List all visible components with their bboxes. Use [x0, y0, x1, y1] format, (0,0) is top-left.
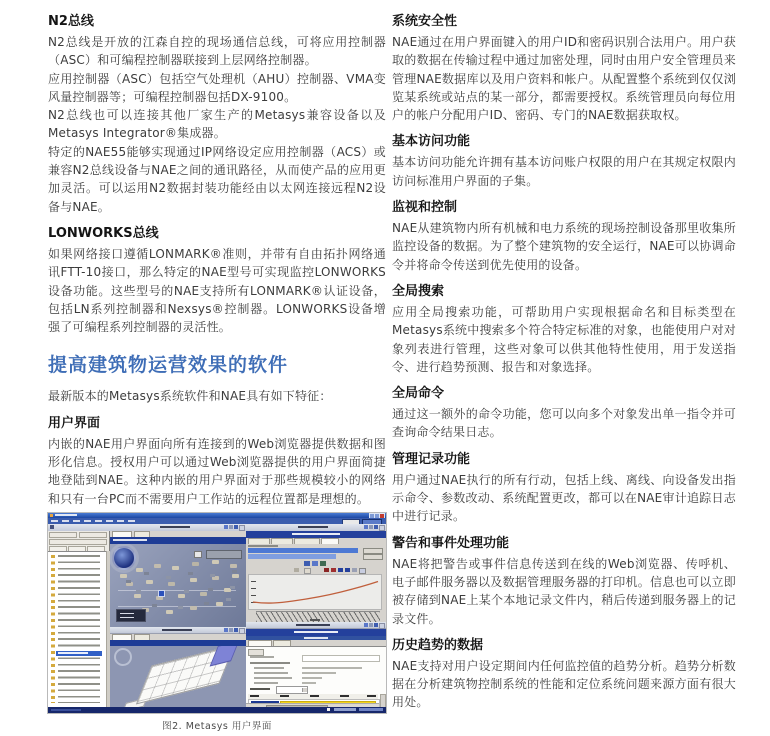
detail-value — [302, 682, 316, 684]
schedule-panel-header — [246, 622, 386, 629]
detail-label — [250, 656, 274, 658]
schedule-title-text — [294, 631, 338, 633]
section-title-alarm-event: 警告和事件处理功能 — [392, 535, 510, 551]
deck-icon — [50, 525, 54, 529]
status-bar — [48, 707, 386, 713]
graphic-header-text — [113, 539, 147, 541]
schedule-panel-title — [296, 624, 330, 626]
trend-selected-row — [248, 548, 358, 553]
chart-toolbar-icon — [352, 568, 357, 572]
paragraph: 应用全局搜索功能，可帮助用户实现根据命名和目标类型在Metasys系统中搜索多个符合特定标准的对象，也能使用户对对象列表进行管理，这些对象可以供其他特性使用，用于发送指令、进行趋势预测、报告和对象选择。 — [392, 304, 736, 374]
export-icon — [312, 561, 318, 566]
section-title-audit-log: 管理记录功能 — [392, 451, 471, 467]
deck-window-icon — [364, 525, 368, 529]
section-title-lonworks-bus: LONWORKS总线 — [48, 225, 159, 241]
middle-panels — [110, 531, 246, 707]
schedule-subtitle-text — [304, 637, 328, 639]
chart-toolbar-icon — [324, 568, 329, 572]
status-chip — [359, 708, 383, 711]
refresh-icon — [320, 561, 326, 566]
status-left-text — [51, 709, 81, 711]
tree-header-button — [79, 532, 107, 538]
panel-window-icon — [374, 623, 378, 627]
equipment-icons-dark — [126, 580, 131, 583]
deck-window-icon — [374, 525, 378, 529]
schedule-panel — [246, 629, 386, 707]
app-icon — [50, 514, 53, 517]
floorplan-panel-title — [162, 629, 192, 631]
detail-label — [254, 677, 292, 679]
deck-window-icon — [369, 525, 373, 529]
detail-value — [302, 667, 362, 669]
time-tick — [340, 695, 349, 697]
detail-label — [254, 667, 284, 669]
equipment-icons — [120, 574, 127, 578]
figure-caption: 图2. Metasys 用户界面 — [162, 720, 272, 732]
chevron-down-icon — [302, 688, 307, 692]
selected-node — [158, 590, 165, 597]
schedule-detail-view — [246, 646, 386, 707]
status-chip — [334, 708, 356, 711]
paragraph: N2总线也可以连接其他厂家生产的Metasys兼容设备以及Metasys Integrator®集成器。 — [48, 108, 386, 141]
floor-plan — [123, 646, 244, 707]
right-column — [392, 8, 736, 712]
section-title-n2-bus: N2总线 — [48, 14, 94, 29]
trend-title-bar — [246, 531, 386, 538]
schedule-title-bar — [246, 629, 386, 636]
compass-icon — [112, 546, 136, 570]
software-intro: 最新版本的Metasys系统软件和NAE具有如下特征： — [48, 389, 332, 404]
paragraph: 应用控制器（ASC）包括空气处理机（AHU）控制器、VMA变风量控制器等；可编程控制器包括DX-9100。 — [48, 71, 386, 104]
paragraph: 内嵌的NAE用户界面向所有连接到的Web浏览器提供数据和图形化信息。授权用户可以通过Web浏览器提供的用户界面简捷地登陆到NAE。这种内嵌的用户界面对于那些规模较小的网络和只有一台PC而不需要用户工作站的远程位置都是理想的。 — [48, 436, 386, 506]
tree-selected-item — [56, 651, 102, 656]
trend-tab — [271, 538, 293, 544]
floorplan-viewer — [110, 646, 246, 707]
right-deck-title — [298, 526, 328, 528]
trend-chart — [248, 574, 382, 610]
time-tick — [367, 695, 376, 697]
detail-section-label — [250, 662, 290, 664]
chart-toolbar-icon — [345, 568, 350, 572]
time-tick — [280, 695, 289, 697]
tree-items-list — [48, 551, 106, 707]
time-axis-label — [310, 619, 320, 621]
panel-window-icon — [224, 628, 228, 632]
paragraph: 特定的NAE55能够实现通过IP网络设定应用控制器（ACS）或兼容N2总线设备与NAE之间的通讯路径，从而使产品的应用更加灵活。可以运用N2数据封装功能经由以太网连接远程N2设备与NAE。 — [48, 144, 386, 214]
tree-header-button — [49, 532, 77, 538]
trend-field-label — [248, 545, 278, 547]
compass-ring-icon — [114, 648, 132, 666]
paragraph: NAE支持对用户设定期间内任何监控值的趋势分析。趋势分析数据在分析建筑物控制系统的性能和定位系统问题来源方面有很大用处。 — [392, 658, 736, 710]
trend-tab-active — [321, 538, 339, 544]
status-indicator — [327, 708, 330, 711]
section-title-global-command: 全局命令 — [392, 386, 445, 402]
panel-window-icon — [234, 628, 238, 632]
tree-header-button — [49, 539, 107, 545]
deck-window-icon — [224, 525, 228, 529]
section-title-basic-access: 基本访问功能 — [392, 134, 471, 150]
paragraph: 如果网络接口遵循LONMARK®准则，并带有自由拓扑网络通讯FTT-10接口，那么特定的NAE型号可实现监控LONWORKS设备功能。这些型号的NAE支持所有LONMARK®认证设备，包括LN系列控制器和Nexsys®控制器。LONWORKS设备增强了可编程系列控制器的灵活性。 — [48, 246, 386, 335]
trend-tab — [294, 538, 320, 544]
paragraph: NAE将把警告或事件信息传送到在线的Web浏览器、传呼机、电子邮件服务器以及数据管理服务器的打印机。信息也可以立即被存储到NAE上某个本地记录文件内，稍后传递到服务器上的记录文件。 — [392, 556, 736, 626]
section-title-global-search: 全局搜索 — [392, 283, 445, 299]
trend-tab — [248, 538, 270, 544]
section-title-user-interface: 用户界面 — [48, 415, 101, 431]
trend-title-text — [292, 533, 340, 535]
network-link-line — [118, 606, 236, 607]
time-tick — [250, 695, 259, 697]
graphic-viewer — [110, 544, 246, 627]
chart-toolbar-icon — [338, 568, 343, 572]
left-column — [48, 8, 386, 732]
nav-tree-panel — [48, 531, 110, 707]
detail-value — [302, 672, 336, 674]
deck-window-icon — [229, 525, 233, 529]
printer-icon — [304, 561, 310, 566]
detail-label — [254, 682, 278, 684]
paragraph: NAE通过在用户界面键入的用户ID和密码识别合法用户。用户获取的数据在传输过程中通过加密处理，同时由用户安全管理员来管理NAE数据库以及用户资料和帐户。从配置整个系统到仅仅浏览某系统或站点的某一部分，都需要授权。系统管理员向每位用户的帐户分配用户ID、密码、专门的NAE数据获取权。 — [392, 35, 736, 123]
paragraph: 通过这一额外的命令功能，您可以向多个对象发出单一指令并可查询命令结果日志。 — [392, 407, 736, 440]
panel-window-icon — [364, 623, 368, 627]
chart-toolbar-icon — [331, 568, 336, 572]
window-title-text — [55, 514, 77, 516]
trend-line — [249, 575, 381, 609]
section-title-system-security: 系统安全性 — [392, 14, 458, 29]
paragraph: N2总线是开放的江森自控的现场通信总线，可将应用控制器（ASC）和可编程控制器联接到上层网络控制器。 — [48, 35, 386, 68]
right-panels — [246, 531, 386, 707]
detail-value — [302, 677, 322, 679]
graphic-header-bar — [110, 537, 246, 544]
section-title-historical-trend: 历史趋势的数据 — [392, 637, 484, 653]
menu-items-text — [51, 520, 137, 522]
display-mode-label — [250, 688, 270, 690]
metasys-ui-screenshot — [48, 513, 386, 713]
trend-selected-row — [248, 554, 336, 559]
section-title-monitor-control: 监视和控制 — [392, 200, 458, 216]
tree-item-icons — [51, 555, 55, 703]
edit-button — [248, 649, 264, 656]
middle-deck-title — [160, 526, 190, 528]
network-link-line — [118, 590, 236, 591]
chart-tool-icon — [294, 568, 299, 572]
deck-window-icon — [234, 525, 238, 529]
panel-window-icon — [229, 628, 233, 632]
toolbar-chip — [194, 551, 202, 558]
paragraph: NAE从建筑物内所有机械和电力系统的现场控制设备那里收集所监控设备的数据。为了整个建筑物的安全运行，NAE可以协调命令并将命令传送到优先使用的设备。 — [392, 221, 736, 272]
paragraph: 基本访问功能允许拥有基本访问账户权限的用户在其规定权限内访问标准用户界面的子集。 — [392, 155, 736, 188]
software-heading: 提高建筑物运营效果的软件 — [48, 354, 289, 377]
figure-2 — [48, 513, 386, 732]
tree-item-labels — [58, 555, 100, 703]
time-tick — [310, 695, 319, 697]
graphic-zoom-button — [206, 550, 242, 559]
legend-box — [116, 609, 146, 622]
detail-value-field — [302, 655, 380, 662]
detail-label — [254, 672, 288, 674]
floorplan-panel-header — [110, 627, 246, 634]
paragraph: 用户通过NAE执行的所有行动，包括上线、离线、向设备发出指示命令、参数改动、系统配置更改，都可以在NAE审计追踪日志中进行记录。 — [392, 472, 736, 524]
trend-remove-button — [363, 554, 383, 560]
trend-tab-row — [246, 538, 386, 544]
panel-window-icon — [369, 623, 373, 627]
